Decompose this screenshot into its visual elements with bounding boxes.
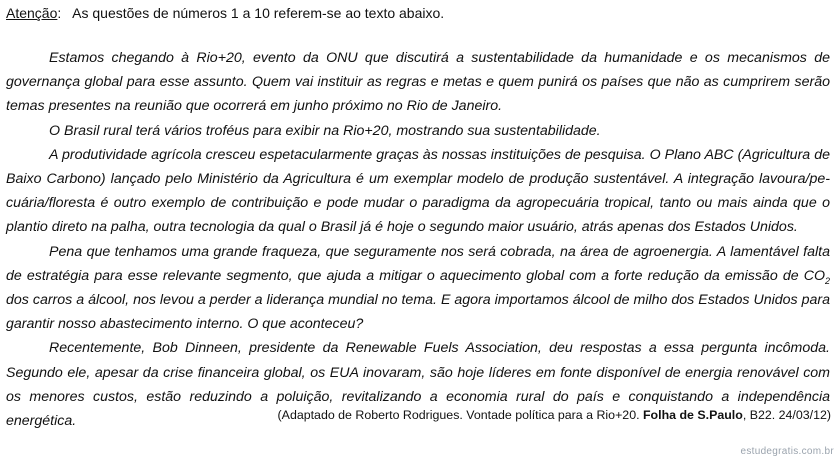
instruction-header — [6, 5, 444, 21]
instruction-text: As questões de números 1 a 10 referem-se ao texto abaixo. — [72, 5, 445, 21]
paragraph-1: Estamos chegando à Rio+20, evento da ONU que discutirá a sustentabilidade da humanidade e os mecanismos de governança global para esse assunto. Quem vai instituir as regras e metas e quem punirá os países que não as cumprirem serão temas presentes na reunião que ocorrerá em junho próximo no Rio de Janeiro. — [6, 50, 830, 115]
paragraph-4-part-1: Pena que tenhamos uma grande fraqueza, que seguramente nos será cobrada, na área de agroenergia. A lamentável falta de estratégia para esse relevante segmento, que ajuda a mitigar o aquecimento global com a forte redução da emissão de CO — [6, 243, 830, 284]
article-text — [6, 46, 830, 433]
paragraph-4 — [6, 240, 830, 337]
co2-subscript: 2 — [824, 275, 830, 286]
paragraph-3: A produtividade agrícola cresceu espetacularmente graças às nossas instituições de pesquisa. O Plano ABC (Agricultura de Baixo Carbono) lançado pelo Ministério da Agricultura é um exemplar modelo de produção sustentável. A integração lavoura/pe-cuária/floresta é outro exemplo de contribuição e pode mudar o paradigma da agropecuária tropical, tanto ou mais ainda que o plantio direto na palha, outra tecnologia da qual o Brasil já é hoje o segundo maior usuário, atrás apenas dos Estados Unidos. — [6, 146, 830, 236]
citation-prefix: (Adaptado de Roberto Rodrigues. Vontade política para a Rio+20. — [277, 408, 643, 422]
paragraph-2: O Brasil rural terá vários troféus para exibir na Rio+20, mostrando sua sustentabilidade. — [49, 122, 601, 139]
citation-publication: Folha de S.Paulo — [642, 408, 743, 422]
paragraph-5: Recentemente, Bob Dinneen, presidente da Renewable Fuels Association, deu respostas a essa pergunta incômoda. Segundo ele, apesar da crise financeira global, os EUA inovaram, são hoje líderes em fonte disponível de energia renovável com os menores custos, estão reduzindo a poluição, revitalizando a economia rural do país e conquistando a independência energética. — [6, 340, 830, 430]
site-watermark: estudegratis.com.br — [740, 446, 834, 457]
attention-label: Atenção — [6, 5, 58, 21]
attention-colon: : — [57, 5, 62, 21]
source-citation — [278, 408, 831, 422]
citation-suffix: , B22. 24/03/12) — [742, 408, 831, 422]
paragraph-4-part-2: dos carros a álcool, nos levou a perder a liderança mundial no tema. E agora importamos álcool de milho dos Estados Unidos para garantir nosso abastecimento interno. O que aconteceu? — [6, 292, 830, 333]
